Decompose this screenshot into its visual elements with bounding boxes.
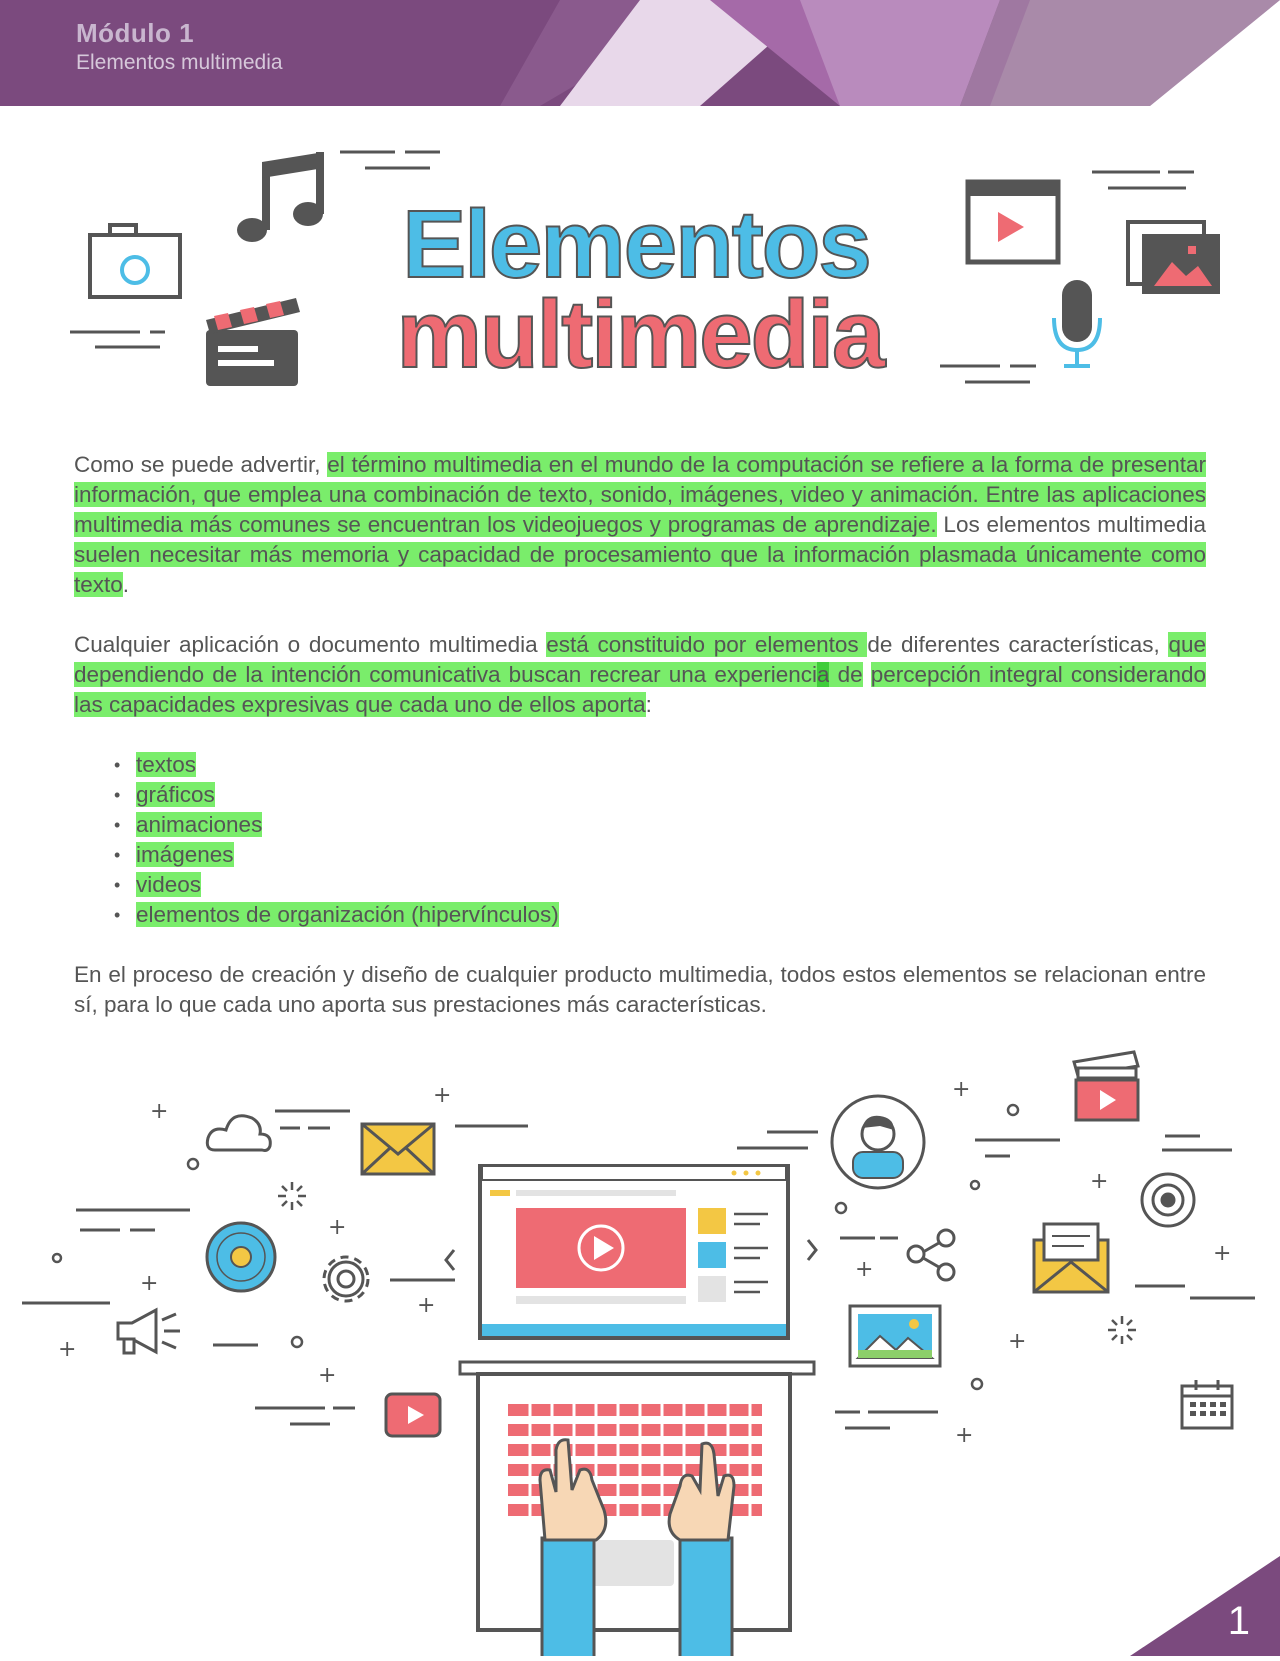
svg-text:+: + bbox=[952, 1077, 971, 1102]
p1-text-plain: Como se puede advertir, bbox=[74, 452, 328, 477]
list-item bbox=[114, 810, 1206, 840]
list-item-text: animaciones bbox=[136, 812, 263, 837]
list-item bbox=[114, 900, 1206, 930]
decor-lines-top-right bbox=[1092, 172, 1194, 188]
svg-text:+: + bbox=[1090, 1169, 1109, 1194]
svg-text:+: + bbox=[328, 1215, 347, 1240]
p1-highlight-2: suelen necesitar más memoria y capacidad de procesamiento que la información plasmada únicamente como texto bbox=[74, 542, 1206, 597]
clapperboard-icon bbox=[1074, 1052, 1138, 1120]
svg-text:+: + bbox=[150, 1099, 169, 1124]
list-item-text: gráficos bbox=[136, 782, 215, 807]
list-item-text: elementos de organización (hipervínculos) bbox=[136, 902, 559, 927]
svg-text:+: + bbox=[433, 1083, 452, 1108]
svg-text:+: + bbox=[1008, 1329, 1027, 1354]
module-subtitle: Elementos multimedia bbox=[76, 51, 283, 74]
chevron-right-icon bbox=[808, 1240, 816, 1260]
gear-icon bbox=[324, 1257, 368, 1301]
list-item bbox=[114, 870, 1206, 900]
calendar-icon bbox=[1182, 1380, 1232, 1428]
page-header bbox=[0, 0, 1280, 108]
youtube-play-icon bbox=[386, 1394, 440, 1436]
module-label: Módulo 1 bbox=[76, 18, 195, 48]
svg-text:+: + bbox=[855, 1257, 874, 1282]
p2-highlight-4: percepción integral considerando las capacidades expresivas que cada uno de ellos aporta bbox=[74, 662, 1206, 717]
list-item-text: textos bbox=[136, 752, 197, 777]
document-body bbox=[74, 450, 1206, 1050]
svg-text:+: + bbox=[58, 1337, 77, 1362]
share-icon bbox=[908, 1230, 954, 1280]
list-item bbox=[114, 750, 1206, 780]
hero-title-line1: Elementos bbox=[402, 191, 870, 298]
multimedia-illustration bbox=[0, 1040, 1280, 1656]
hero-title-line2: multimedia bbox=[396, 281, 884, 388]
decor-lines-top bbox=[340, 152, 440, 168]
paragraph-2 bbox=[74, 630, 1206, 720]
p2-highlight-2: que dependiendo de la intención comunicativa buscan recrear una experienci bbox=[74, 632, 1206, 687]
p2-highlight-3: de bbox=[829, 662, 863, 687]
list-item bbox=[114, 780, 1206, 810]
p2-text-plain: Cualquier aplicación o documento multimedia bbox=[74, 632, 547, 657]
page-number: 1 bbox=[1227, 1599, 1250, 1643]
chevron-left-icon bbox=[446, 1250, 454, 1270]
p1-text-plain-2: Los elementos multimedia bbox=[936, 512, 1206, 537]
vinyl-record-icon bbox=[207, 1223, 275, 1291]
svg-text:+: + bbox=[318, 1363, 337, 1388]
loading-spinner-icon bbox=[278, 1182, 306, 1210]
cloud-icon bbox=[207, 1116, 270, 1151]
picture-icon bbox=[850, 1306, 940, 1366]
laptop-icon bbox=[460, 1166, 814, 1630]
user-avatar-icon bbox=[832, 1096, 924, 1188]
elements-list bbox=[74, 750, 1206, 930]
megaphone-icon bbox=[118, 1310, 180, 1353]
hero-banner bbox=[0, 130, 1280, 420]
p2-text-plain-2: de diferentes características, bbox=[867, 632, 1169, 657]
p2-text-end: : bbox=[645, 692, 652, 717]
envelope-icon bbox=[362, 1124, 434, 1174]
header-text bbox=[76, 18, 283, 75]
p2-highlight-1: está constituido por elementos bbox=[546, 632, 868, 657]
loading-spinner-icon bbox=[1108, 1316, 1136, 1344]
svg-text:+: + bbox=[1213, 1241, 1232, 1266]
letter-envelope-icon bbox=[1034, 1224, 1108, 1292]
svg-text:+: + bbox=[955, 1423, 974, 1448]
paragraph-3: En el proceso de creación y diseño de cualquier producto multimedia, todos estos elementos se relacionan entre sí, para lo que cada uno aporta sus prestaciones más características. bbox=[74, 962, 1206, 1017]
illustration-svg bbox=[0, 1040, 1280, 1656]
list-item-text: imágenes bbox=[136, 842, 234, 867]
list-item bbox=[114, 840, 1206, 870]
list-item-text: videos bbox=[136, 872, 202, 897]
paragraph-1 bbox=[74, 450, 1206, 600]
target-icon bbox=[1142, 1174, 1194, 1226]
page-corner-triangle bbox=[1130, 1556, 1280, 1656]
svg-text:+: + bbox=[417, 1293, 436, 1318]
svg-text:+: + bbox=[140, 1271, 159, 1296]
p1-text-end: . bbox=[122, 572, 130, 597]
p1-highlight-1: el término multimedia en el mundo de la computación se refiere a la forma de presentar información, que emplea una combinación de texto, sonido, imágenes, video y animación. Entre las aplicaciones multimedia más comunes se encuentran los videojuegos y programas de aprendizaje. bbox=[74, 452, 1206, 537]
p2-highlight-cursor: a bbox=[816, 662, 830, 687]
